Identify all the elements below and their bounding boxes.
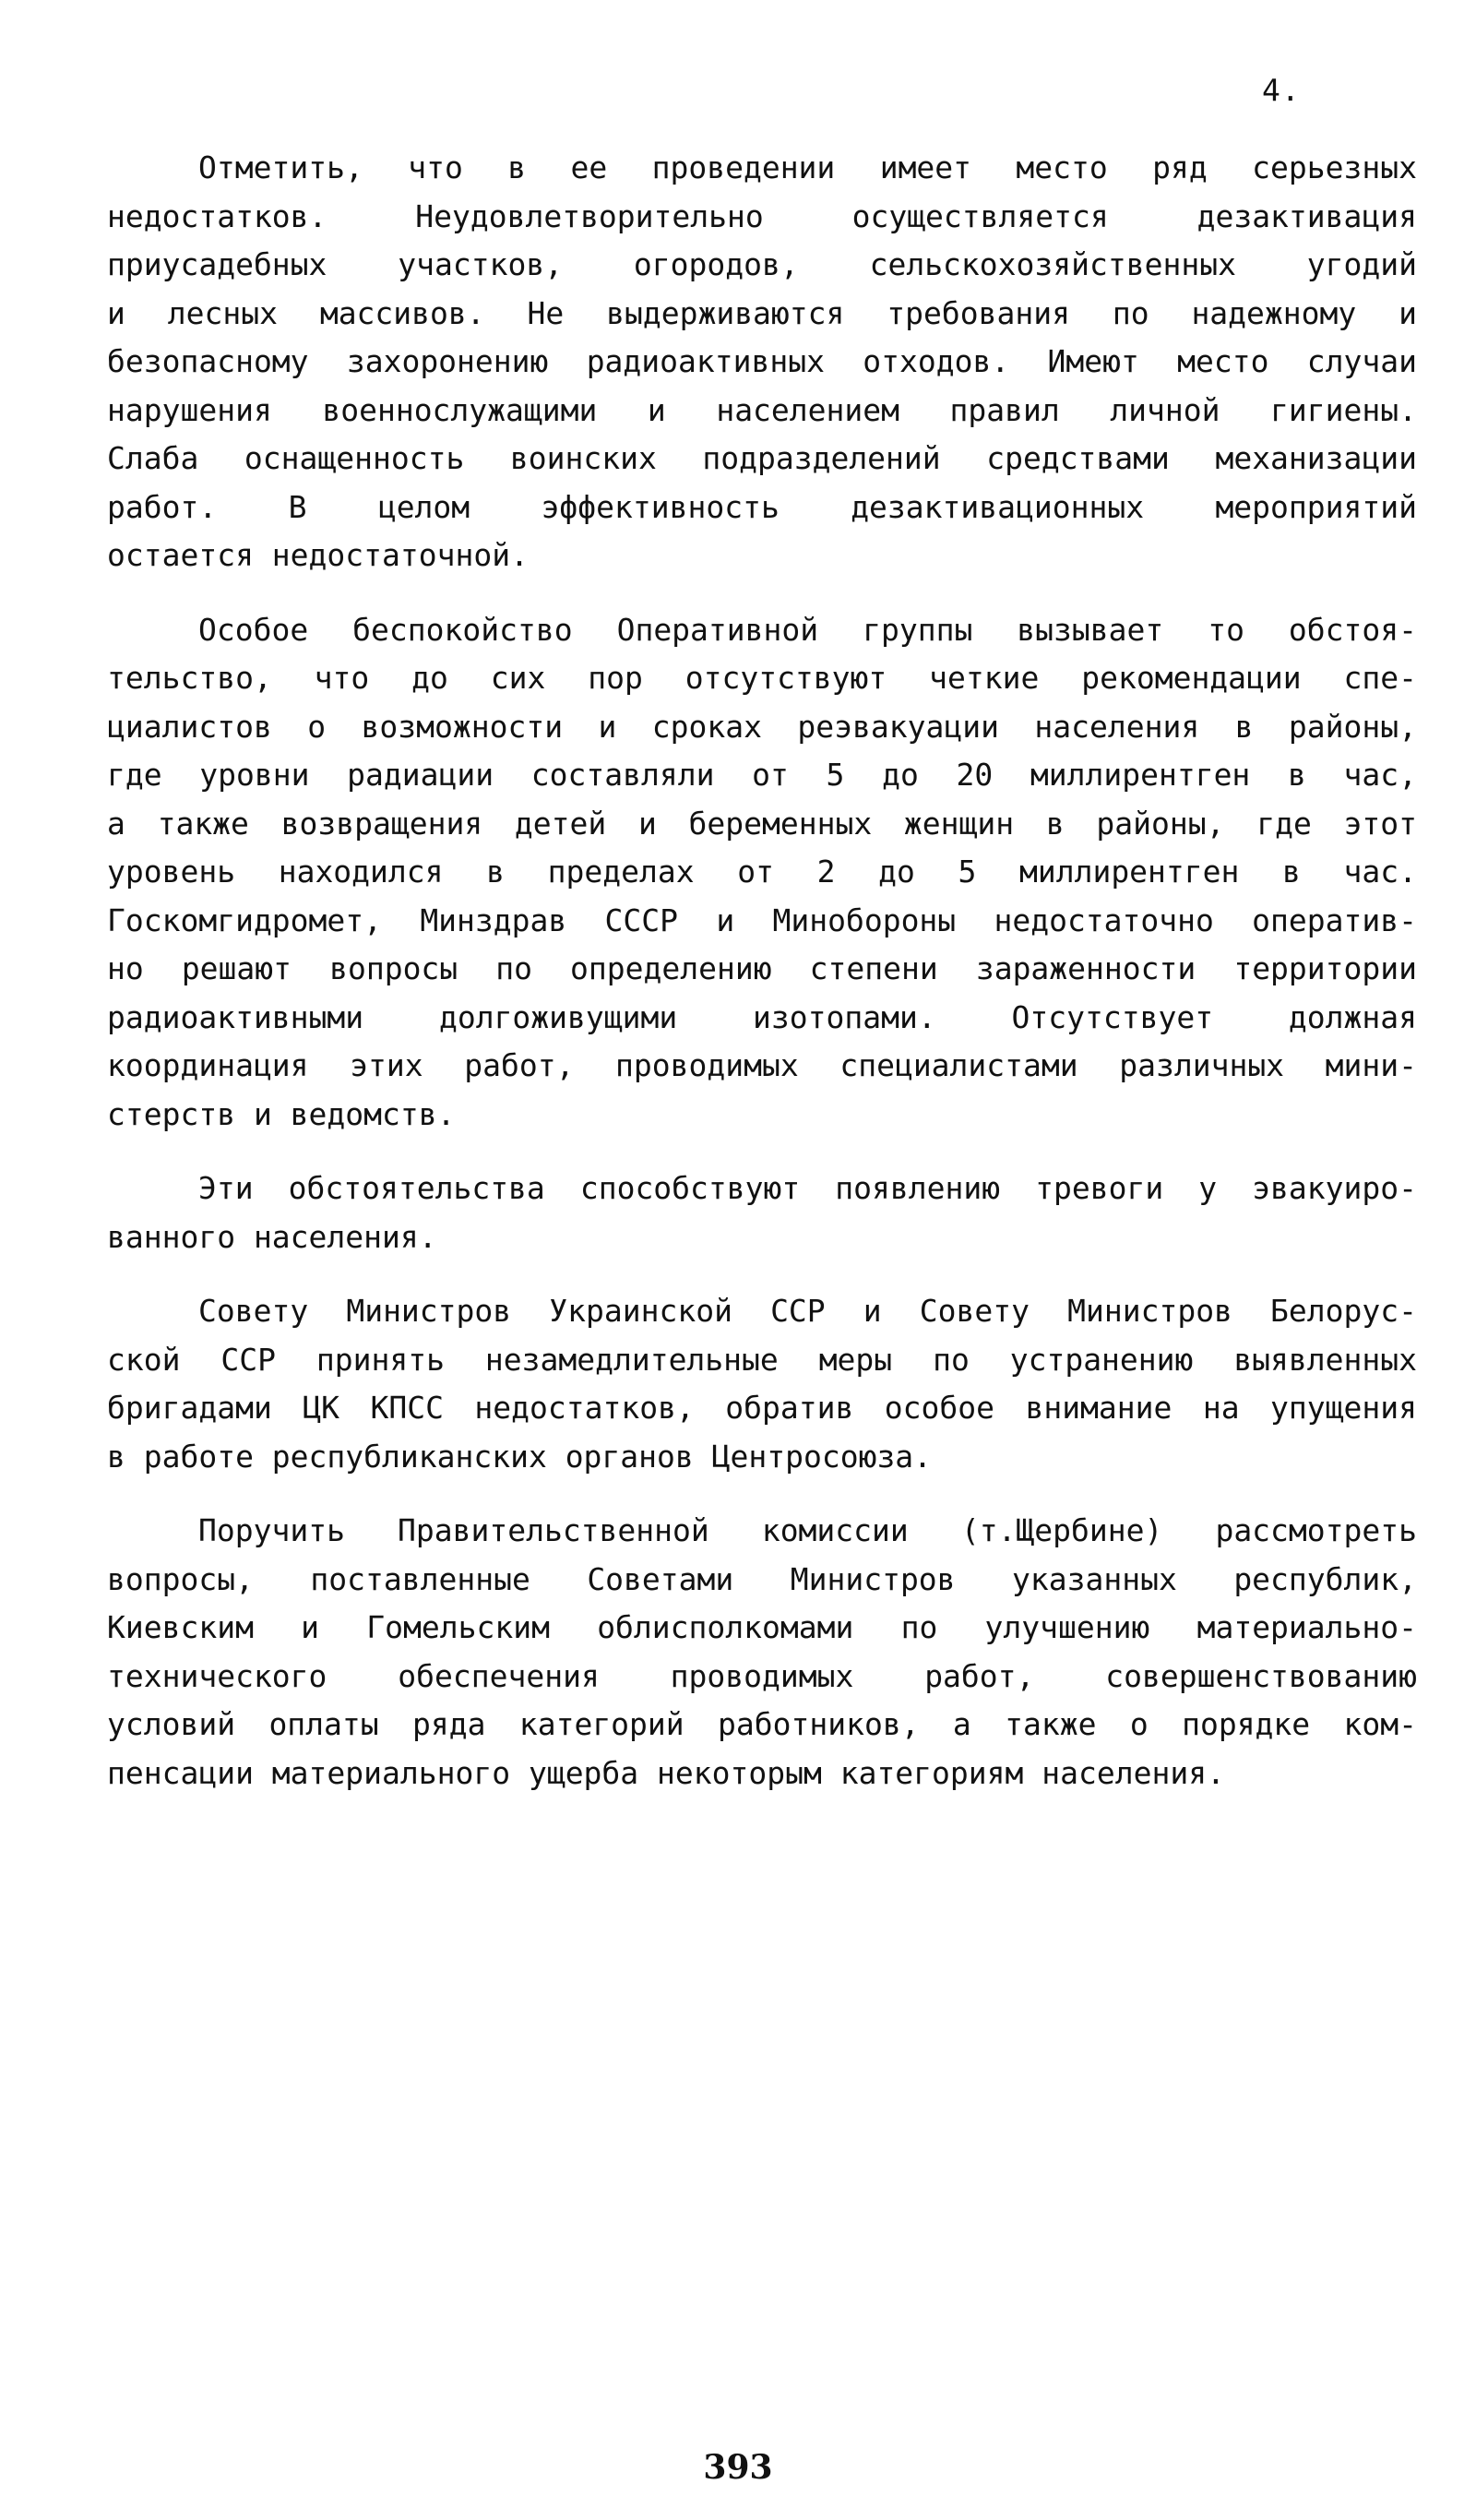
text-line: координация этих работ, проводимых специалистами различных мини- (107, 1047, 1417, 1083)
text-line: остается недостаточной. (107, 537, 529, 573)
text-line: циалистов о возможности и сроках реэвакуации населения в районы, (107, 708, 1417, 745)
text-line: Эти обстоятельства способствуют появлению тревоги у эвакуиро- (198, 1170, 1417, 1206)
text-line: а также возвращения детей и беременных женщин в районы, где этот (107, 805, 1417, 842)
text-line: Поручить Правительственной комиссии (т.Щербине) рассмотреть (198, 1512, 1417, 1548)
text-line: где уровни радиации составляли от 5 до 20 миллирентген в час, (107, 757, 1417, 793)
text-line: нарушения военнослужащими и населением правил личной гигиены. (107, 391, 1417, 428)
text-line: и лесных массивов. Не выдерживаются требования по надежному и (107, 294, 1417, 331)
text-line: тельство, что до сих пор отсутствуют четкие рекомендации спе- (107, 660, 1417, 696)
text-line: недостатков. Неудовлетворительно осуществляется дезактивация (107, 197, 1417, 234)
text-line: Слаба оснащенность воинских подразделений средствами механизации (107, 440, 1417, 476)
text-line: пенсации материального ущерба некоторым категориям населения. (107, 1754, 1225, 1791)
text-line: ской ССР принять незамедлительные меры по устранению выявленных (107, 1341, 1417, 1378)
text-line: условий оплаты ряда категорий работников, а также о порядке ком- (107, 1706, 1417, 1742)
folio-number: 393 (703, 2448, 773, 2487)
page-number: 4. (1262, 72, 1301, 108)
text-line: безопасному захоронению радиоактивных отходов. Имеют место случаи (107, 343, 1417, 379)
text-line: стерств и ведомств. (107, 1095, 456, 1132)
text-line: работ. В целом эффективность дезактивационных мероприятий (107, 488, 1417, 525)
text-line: в работе республиканских органов Центросоюза. (107, 1438, 933, 1475)
text-line: уровень находился в пределах от 2 до 5 миллирентген в час. (107, 854, 1417, 890)
text-line: вопросы, поставленные Советами Министров указанных республик, (107, 1560, 1417, 1597)
paragraph-concern (107, 606, 1417, 1140)
text-line: Киевским и Гомельским облисполкомами по улучшению материально- (107, 1609, 1417, 1645)
text-line: но решают вопросы по определению степени зараженности территории (107, 950, 1417, 986)
text-line: Госкомгидромет, Минздрав СССР и Минобороны недостаточно оператив- (107, 902, 1417, 938)
paragraph-council-measures (107, 1287, 1417, 1481)
text-line: Отметить, что в ее проведении имеет место ряд серьезных (198, 149, 1417, 185)
text-line: ванного населения. (107, 1218, 437, 1255)
paragraph-shortcomings (107, 144, 1417, 580)
text-line: технического обеспечения проводимых работ, совершенствованию (107, 1657, 1417, 1694)
paragraph-commission-instruction (107, 1507, 1417, 1797)
text-line: радиоактивными долгоживущими изотопами. Отсутствует должная (107, 998, 1417, 1035)
text-line: приусадебных участков, огородов, сельскохозяйственных угодий (107, 246, 1417, 282)
text-line: Совету Министров Украинской ССР и Совету Министров Белорус- (198, 1293, 1417, 1329)
text-line: бригадами ЦК КПСС недостатков, обратив особое внимание на упущения (107, 1390, 1417, 1426)
paragraph-alarm (107, 1164, 1417, 1261)
text-line: Особое беспокойство Оперативной группы вызывает то обстоя- (198, 611, 1417, 648)
document-body (107, 144, 1417, 1823)
